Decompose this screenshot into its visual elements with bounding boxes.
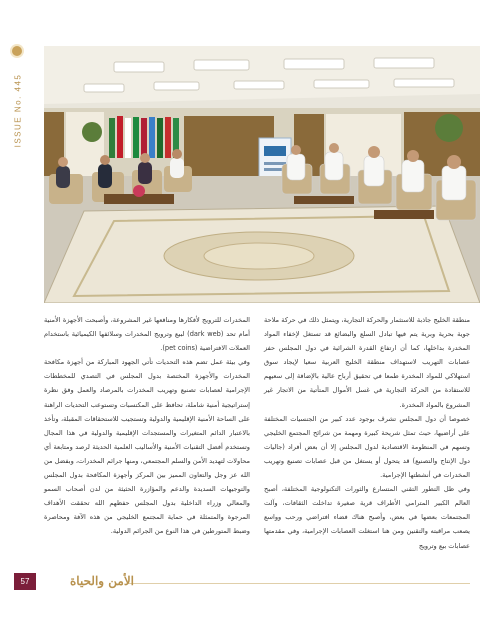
magazine-brand: الأمن والحياة bbox=[70, 574, 135, 588]
paragraph: وفي ظل التطور التقني المتسارع والثورات التكنولوجية المختلفة، أصبح العالم الكبير المترامي الأطراف قرية صغيرة تداخلت الثقافات، وآلت المجتمعات بعضها في بعض، وأصبح هناك فضاء افتراضي ورحب وواسع يصعب مراقبته والتقنين ومن هنا استغلت العصابات الإجرامية، وفي مقدمتها عصابات بيع وترويج bbox=[264, 485, 470, 550]
article-column-left bbox=[44, 313, 250, 539]
issue-sidebar bbox=[2, 38, 32, 148]
paragraph: وفي بيئة عمل تضم هذه التحديات تأتي الجهود المباركة من أجهزة مكافحة المخدرات والأجهزة المختصة بدول المجلس في التصدي للمخططات الإجرامية لعصابات تصنيع وتهريب المخدرات بالمرصاد والعمل وفق نظرة إستراتيجية أمنية شاملة، تحافظ على المكتسبات وتستوعب التحديات الراهنة على الساحة الأمنية الإقليمية والدولية وتستجيب للاستحقاقات المقبلة، وتأخذ بالاعتبار الدائم المتغيرات والمستجدات الإقليمية والدولية في هذا المجال وتستخدم أفضل التقنيات الأمنية والأساليب العلمية الحديثة لرصد ومتابعة أي محاولات لتهديد الأمن والسلم المجتمعي، ومنها جرائم المخدرات، وبفضل من الله عز وجل والتعاون المميز بين المركز وأجهزة المكافحة بدول المجلس والتوجيهات السديدة والدعم والمؤازرة الحثيثة من لدن أصحاب السمو والمعالي وزراء الداخلية بدول المجلس حفظهم الله تحققت الأهداف المرجوة والمتمثلة في حماية المجتمع الخليجي من هذه الآفة ومحاصرة وضبط المتورطين في هذا النوع من الجرائم الدولية. bbox=[44, 358, 250, 536]
issue-label: ISSUE No. 445 bbox=[13, 73, 23, 148]
footer-rule bbox=[128, 583, 470, 584]
paragraph: منطقة الخليج جاذبة للاستثمار والحركة التجارية، ويتمثل ذلك في حركة ملاحة جوية بحرية وبرية يتم فيها تبادل السلع والبضائع قد تستغل لإخفاء المواد المخدرة بداخلها، كما أن ارتفاع القدرة الشرائية في دول المجلس حفز عصابات التهريب لاستهداف منطقة الخليج العربية سعيا لإيجاد سوق استهلاكي للمواد المخدرة طمعا في تحقيق أرباح عالية بالإضافة إلى سعيهم للاستفادة من الحركة التجارية في غسل الأموال المتأتية من الاتجار غير المشروع بالمواد المخدرة. bbox=[264, 316, 470, 409]
paragraph: المخدرات للترويج لأفكارها ومنافعها غير المشروعة، وأصبحت الأجهزة الأمنية أمام تحد (dark web) لبيع وترويج المخدرات وسلائفها الكيميائية باستخدام العملات الافتراضية (pet coins). bbox=[44, 316, 250, 353]
meeting-photo bbox=[44, 46, 480, 303]
page-number: 57 bbox=[14, 573, 36, 590]
article-column-right bbox=[264, 313, 470, 553]
ornament-dot bbox=[12, 46, 22, 56]
paragraph: خصوصا أن دول المجلس تشرف بوجود عدد كبير من الجنسيات المختلفة على أراضيها، حيث تمثل شريحة كبيرة ومهمة من شرائح المجتمع الخليجي وتسهم في المنظومة الاقتصادية لدول المجلس إلا أن بعض أفراد (جاليات دول الإنتاج والتصنيع) قد يتحول أو يستغل من قبل عصابات تصنيع وتهريب المخدرات في أنشطتها الإجرامية. bbox=[264, 414, 470, 480]
